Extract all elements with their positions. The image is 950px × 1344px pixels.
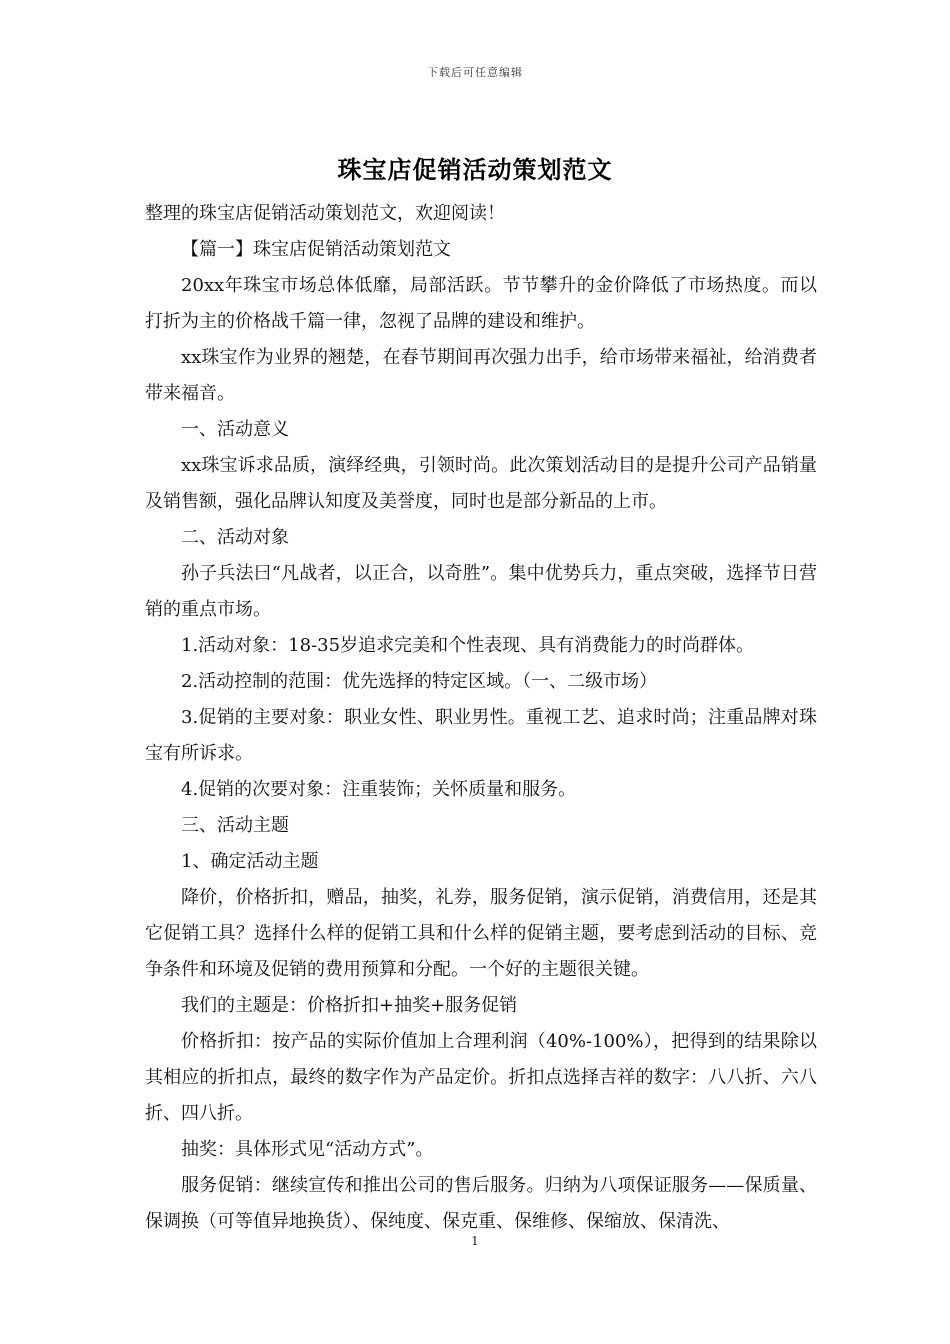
body-paragraph: 降价，价格折扣，赠品，抽奖，礼券，服务促销，演示促销，消费信用，还是其它促销工具？选择什么样的促销工具和什么样的促销主题，要考虑到活动的目标、竞争条件和环境及促销的费用预算和分配。一个好的主题很关键。 [145,887,817,980]
subsection-heading: 1、确定活动主题 [181,851,319,872]
body-paragraph: xx珠宝诉求品质，演绎经典，引领时尚。此次策划活动目的是提升公司产品销量及销售额，强化品牌认知度及美誉度，同时也是部分新品的上市。 [145,455,817,512]
body-paragraph: xx珠宝作为业界的翘楚，在春节期间再次强力出手，给市场带来福祉，给消费者带来福音。 [145,347,817,404]
header-note: 下载后可任意编辑 [427,66,523,79]
section-heading: 二、活动对象 [181,527,289,548]
document-body [145,196,817,1240]
body-paragraph: 价格折扣：按产品的实际价值加上合理利润（40%-100%），把得到的结果除以其相应的折扣点，最终的数字作为产品定价。折扣点选择吉祥的数字：八八折、六八折、四八折。 [145,1031,817,1124]
section-heading: 三、活动主题 [181,815,289,836]
page-number: 1 [471,1234,479,1248]
section-heading: 一、活动意义 [181,419,289,440]
body-paragraph: 20xx年珠宝市场总体低靡，局部活跃。节节攀升的金价降低了市场热度。而以打折为主的价格战千篇一律，忽视了品牌的建设和维护。 [145,275,817,332]
intro-paragraph: 整理的珠宝店促销活动策划范文，欢迎阅读！ [145,203,505,224]
body-paragraph: 孙子兵法曰“凡战者，以正合，以奇胜”。集中优势兵力，重点突破，选择节日营销的重点市场。 [145,563,817,620]
list-item: 3.促销的主要对象：职业女性、职业男性。重视工艺、追求时尚；注重品牌对珠宝有所诉求。 [145,707,817,764]
list-item: 4.促销的次要对象：注重装饰；关怀质量和服务。 [181,779,577,800]
list-item: 2.活动控制的范围：优先选择的特定区域。（一、二级市场） [181,671,658,692]
document-title: 珠宝店促销活动策划范文 [337,155,613,184]
section-heading-part-one: 【篇一】珠宝店促销活动策划范文 [181,239,451,260]
body-paragraph: 服务促销：继续宣传和推出公司的售后服务。归纳为八项保证服务——保质量、保调换（可等值异地换货）、保纯度、保克重、保维修、保缩放、保清洗、 [145,1175,817,1232]
body-paragraph: 抽奖：具体形式见“活动方式”。 [181,1139,434,1160]
list-item: 1.活动对象：18-35岁追求完美和个性表现、具有消费能力的时尚群体。 [181,635,755,656]
body-paragraph: 我们的主题是：价格折扣+抽奖+服务促销 [181,995,518,1016]
